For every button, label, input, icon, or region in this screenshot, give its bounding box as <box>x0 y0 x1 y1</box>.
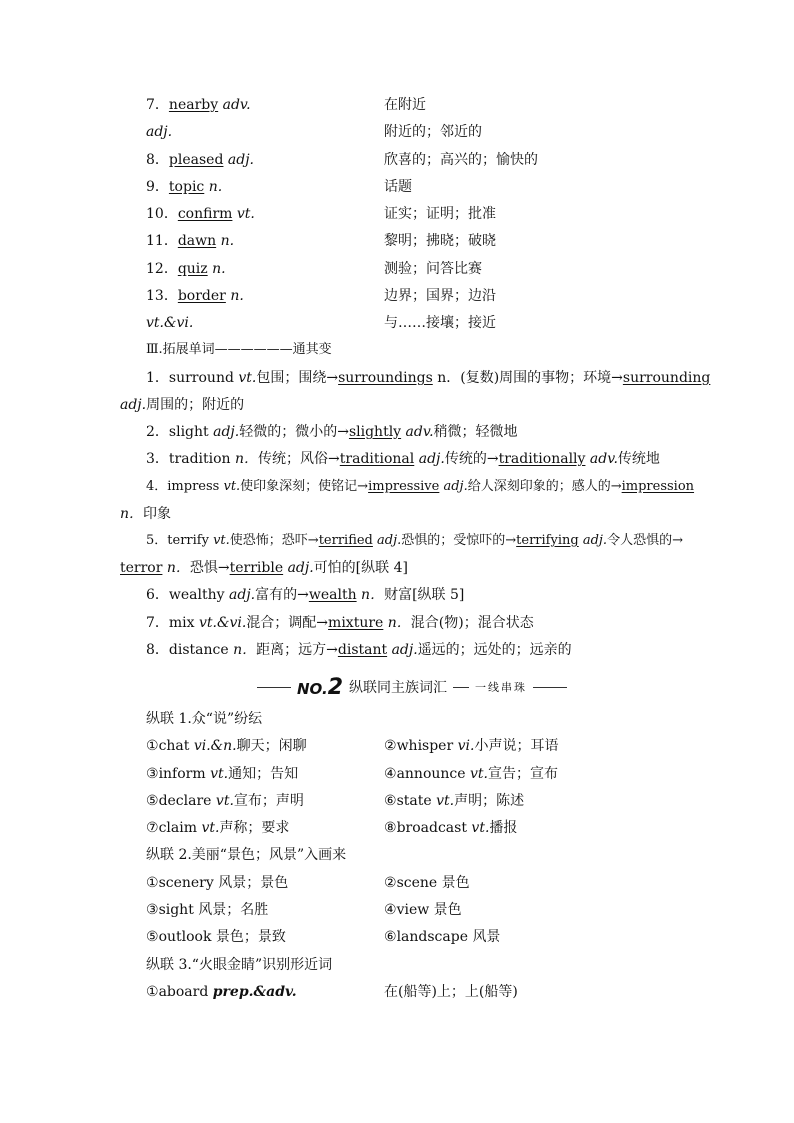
section-banner <box>254 676 570 698</box>
vocab-row: 9．topic n. <box>146 179 223 195</box>
banner-rule-mid <box>453 687 469 688</box>
expand-entry-4: 4．impress vt.使印象深刻；使铭记→impressive adj.给人深刻印象的；感人的→impression <box>146 479 695 494</box>
vocab-meaning: 证实；证明；批准 <box>384 206 496 222</box>
banner-rule-right <box>533 687 567 688</box>
expand-entry-8: 8．distance n．距离；远方→distant adj.遥远的；远处的；远亲的 <box>146 642 572 658</box>
vocab-row: 8．pleased adj. <box>146 152 254 168</box>
expand-entry-1: 1．surround vt.包围；围绕→surroundings n．(复数)周围的事物；环境→surrounding <box>146 370 711 386</box>
group-heading: 纵联 1.众“说”纷纭 <box>146 711 263 727</box>
group-item-meaning: 在(船等)上；上(船等) <box>384 984 518 1000</box>
group-item: ④view 景色 <box>384 902 462 918</box>
vocab-meaning: 黎明；拂晓；破晓 <box>384 233 496 249</box>
vocab-row: 10．confirm vt. <box>146 206 255 222</box>
expand-entry-5-cont: terror n．恐惧→terrible adj.可怕的[纵联 4] <box>120 560 408 576</box>
expand-entry-5: 5．terrify vt.使恐怖；恐吓→terrified adj.恐惧的；受惊吓的→terrifying adj.令人恐惧的→ <box>146 533 683 548</box>
banner-number: NO.2 <box>297 674 343 700</box>
expand-entry-3: 3．tradition n．传统；风俗→traditional adj.传统的→traditionally adv.传统地 <box>146 451 660 467</box>
group-item: ⑤declare vt.宣布；声明 <box>146 793 304 809</box>
vocab-meaning: 话题 <box>384 179 412 195</box>
group-item: ⑤outlook 景色；景致 <box>146 929 286 945</box>
banner-tail: 一线串珠 <box>475 681 527 694</box>
vocab-meaning: 测验；问答比赛 <box>384 261 482 277</box>
vocab-row: 13．border n. <box>146 288 244 304</box>
expand-entry-2: 2．slight adj.轻微的；微小的→slightly adv.稍微；轻微地 <box>146 424 518 440</box>
expand-entry-1-cont: adj.周围的；附近的 <box>120 397 245 413</box>
group-item: ①aboard prep.&adv. <box>146 984 297 1000</box>
group-item: ①scenery 风景；景色 <box>146 875 289 891</box>
group-item: ⑥state vt.声明；陈述 <box>384 793 525 809</box>
group-item: ②scene 景色 <box>384 875 470 891</box>
vocab-row: 11．dawn n. <box>146 233 235 249</box>
group-item: ⑥landscape 风景 <box>384 929 501 945</box>
vocab-row: 12．quiz n. <box>146 261 226 277</box>
vocab-meaning: 欣喜的；高兴的；愉快的 <box>384 152 538 168</box>
group-item: ②whisper vi.小声说；耳语 <box>384 738 559 754</box>
group-item: ④announce vt.宣告；宣布 <box>384 766 558 782</box>
group-heading: 纵联 2.美丽“景色；风景”入画来 <box>146 847 347 863</box>
group-item: ⑧broadcast vt.播报 <box>384 820 518 836</box>
vocab-meaning: 与……接壤；接近 <box>384 315 496 331</box>
vocab-meaning: 附近的；邻近的 <box>384 124 482 140</box>
banner-title: 纵联同主族词汇 <box>349 680 447 696</box>
expand-entry-4-cont: n．印象 <box>120 506 172 522</box>
section-heading: Ⅲ.拓展单词——————通其变 <box>146 342 332 357</box>
vocab-meaning: 在附近 <box>384 97 426 113</box>
group-item: ③inform vt.通知；告知 <box>146 766 299 782</box>
vocab-meaning: 边界；国界；边沿 <box>384 288 496 304</box>
group-item: ⑦claim vt.声称；要求 <box>146 820 290 836</box>
vocab-row: vt.&vi. <box>146 315 194 331</box>
group-item: ③sight 风景；名胜 <box>146 902 269 918</box>
vocab-row: 7．nearby adv. <box>146 97 251 113</box>
expand-entry-6: 6．wealthy adj.富有的→wealth n．财富[纵联 5] <box>146 587 465 603</box>
group-item: ①chat vi.&n.聊天；闲聊 <box>146 738 307 754</box>
vocab-row: adj. <box>146 124 173 140</box>
banner-rule-left <box>257 687 291 688</box>
expand-entry-7: 7．mix vt.&vi.混合；调配→mixture n．混合(物)；混合状态 <box>146 615 534 631</box>
group-heading: 纵联 3.“火眼金睛”识别形近词 <box>146 957 333 973</box>
